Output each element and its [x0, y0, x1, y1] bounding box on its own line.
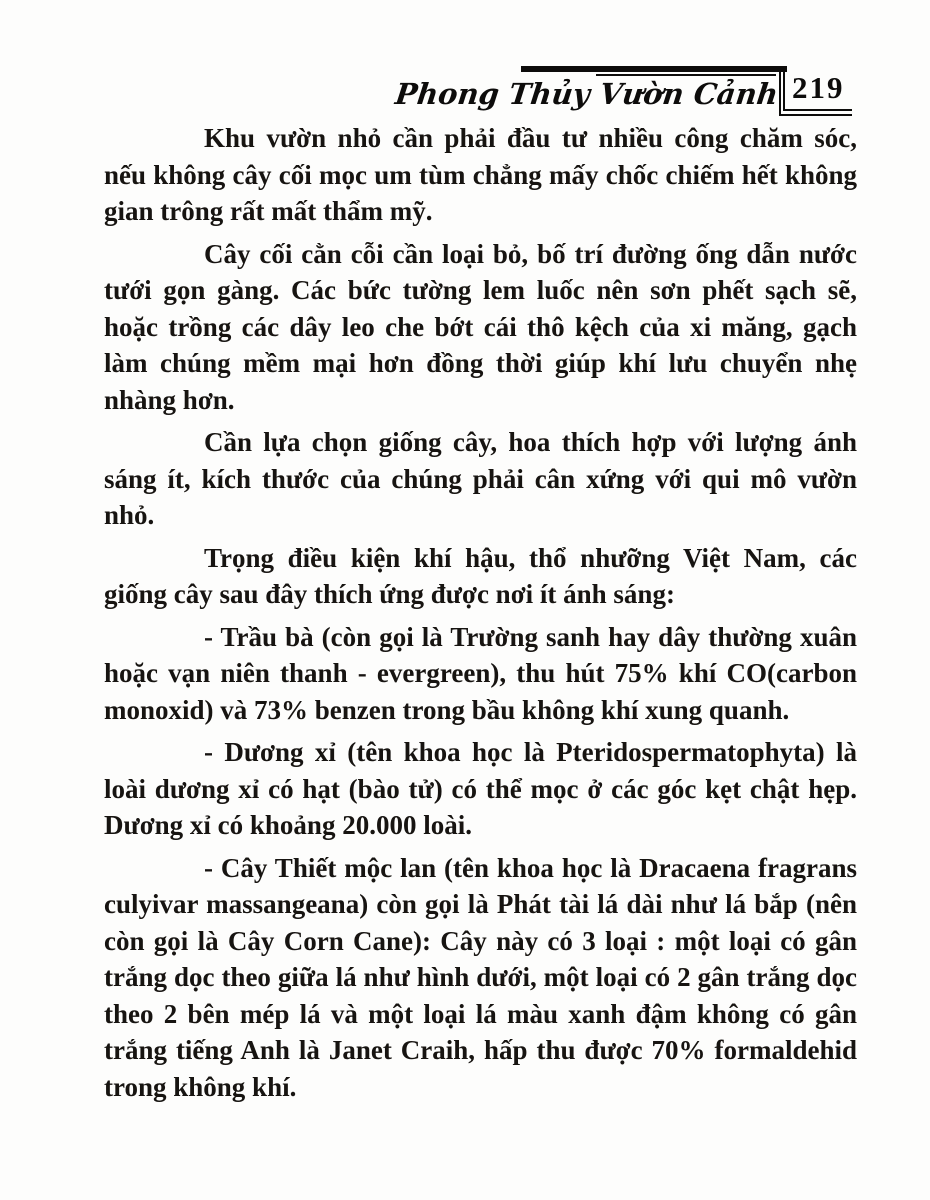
page-number: 219: [792, 70, 845, 105]
paragraph-duong-xi: - Dương xỉ (tên khoa học là Pteridospermatophyta) là loài dương xỉ có hạt (bào tử) có thể mọc ở các góc kẹt chật hẹp. Dương xỉ có khoảng 20.000 loài.: [104, 737, 857, 840]
paragraph-trau-ba: - Trầu bà (còn gọi là Trường sanh hay dây thường xuân hoặc vạn niên thanh - evergreen), thu hút 75% khí CO(carbon monoxid) và 73% benzen trong bầu không khí xung quanh.: [104, 621, 857, 725]
paragraph-pruning-walls: Cây cối cằn cỗi cần loại bỏ, bố trí đường ống dẫn nước tưới gọn gàng. Các bức tường lem luốc nên sơn phết sạch sẽ, hoặc trồng các dây leo che bớt cái thô kệch của xi măng, gạch làm chúng mềm mại hơn đồng thời giúp khí lưu chuyển nhẹ nhàng hơn.: [104, 238, 857, 415]
page-number-bracket: [779, 69, 852, 116]
paragraph-garden-care: Khu vườn nhỏ cần phải đầu tư nhiều công chăm sóc, nếu không cây cối mọc um tùm chẳng mấy chốc chiếm hết không gian trông rất mất thẩm mỹ.: [104, 123, 857, 226]
header-rule-echo: [596, 74, 776, 76]
paragraph-plant-selection: Cần lựa chọn giống cây, hoa thích hợp với lượng ánh sáng ít, kích thước của chúng phải cân xứng với qui mô vườn nhỏ.: [104, 427, 857, 530]
paragraph-thiet-moc-lan: - Cây Thiết mộc lan (tên khoa học là Dracaena fragrans culyivar massangeana) còn gọi là Phát tài lá dài như lá bắp (nên còn gọi là Cây Corn Cane): Cây này có 3 loại : một loại có gân trắng dọc theo giữa lá như hình dưới, một loại có 2 gân trắng dọc theo 2 bên mép lá và một loại lá màu xanh đậm không có gân trắng tiếng Anh là Janet Craih, hấp thu được 70% formaldehid trong không khí.: [104, 852, 857, 1102]
running-title: Phong Thủy Vườn Cảnh: [393, 77, 781, 111]
body-text: [104, 120, 857, 1111]
header-rule: [521, 66, 787, 72]
paragraph-vietnam-climate: Trọng điều kiện khí hậu, thổ nhưỡng Việt Nam, các giống cây sau đây thích ứng được nơi ít ánh sáng:: [104, 542, 857, 609]
